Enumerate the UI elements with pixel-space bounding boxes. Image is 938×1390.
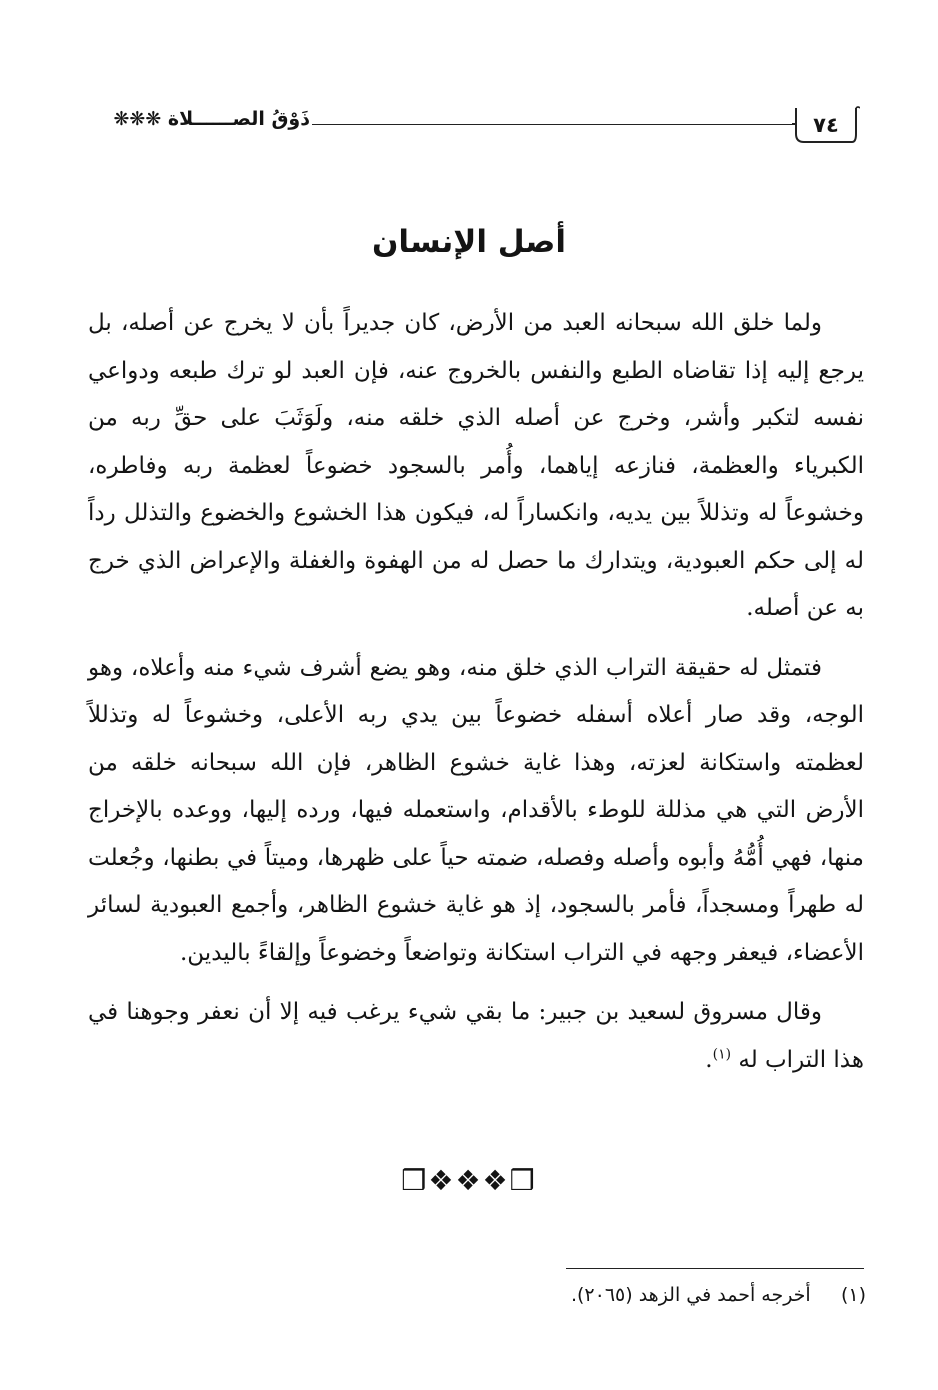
footnote (300, 1284, 866, 1306)
page-number: ٧٤ (813, 113, 839, 137)
paragraph-2: فتمثل له حقيقة التراب الذي خلق منه، وهو يضع أشرف شيء منه وأعلاه، وهو الوجه، وقد صار أعلاه أسفله خضوعاً بين يدي ربه الأعلى، وخشوعاً له وتذللاً لعظمته واستكانة لعزته، وهذا غاية خشوع الظاهر، فإن الله سبحانه خلقه من الأرض التي هي مذللة للوطء بالأقدام، واستعمله فيها، ورده إليها، ووعده بالإخراج منها، فهي أُمُّهُ وأبوه وأصله وفصله، ضمته حياً على ظهرها، وميتاً في بطنها، وجُعلت له طهراً ومسجداً، فأمر بالسجود، إذ هو غاية خشوع الظاهر، وأجمع العبودية لسائر الأعضاء، فيعفر وجهه في التراب استكانة وتواضعاً وخضوعاً وإلقاءً باليدين. (88, 654, 864, 966)
paragraph-1: ولما خلق الله سبحانه العبد من الأرض، كان جديراً بأن لا يخرج عن أصله، بل يرجع إليه إذا تقاضاه الطبع والنفس بالخروج عنه، فإن العبد لو ترك طبعه ودواعي نفسه لتكبر وأشر، وخرج عن أصله الذي خلقه منه، ولَوَثَبَ على حقِّ ربه من الكبرياء والعظمة، فنازعه إياهما، وأُمر بالسجود خضوعاً لعظمة ربه وفاطره، وخشوعاً له وتذللاً بين يديه، وانكساراً له، فيكون هذا الخشوع والخضوع والتذلل رداً له إلى حكم العبودية، ويتدارك ما حصل له من الهفوة والغفلة والإعراض الذي خرج به عن أصله. (88, 310, 864, 621)
running-header (80, 100, 870, 156)
paragraph-3-period: . (705, 1046, 713, 1073)
footnote-text: أخرجه أحمد في الزهد (٢٠٦٥). (570, 1284, 811, 1306)
footnote-rule (566, 1268, 864, 1269)
footnote-number: (١) (840, 1284, 866, 1306)
page-number-frame (792, 104, 860, 146)
section-heading: أصل الإنسان (371, 224, 567, 260)
footnote-marker: (١) (712, 1045, 732, 1062)
header-rule (312, 124, 792, 125)
paragraph-3-text: وقال مسروق لسعيد بن جبير: ما بقي شيء يرغب فيه إلا أن نعفر وجوهنا في هذا التراب له (88, 999, 864, 1073)
body-text (88, 300, 864, 1096)
running-header-title: ذَوْقُ الصــــــلاة ❋❋❋ (113, 108, 310, 130)
section-end-ornament: ❒❖❖❖❒ (401, 1164, 537, 1197)
paragraph-3 (88, 989, 864, 1084)
